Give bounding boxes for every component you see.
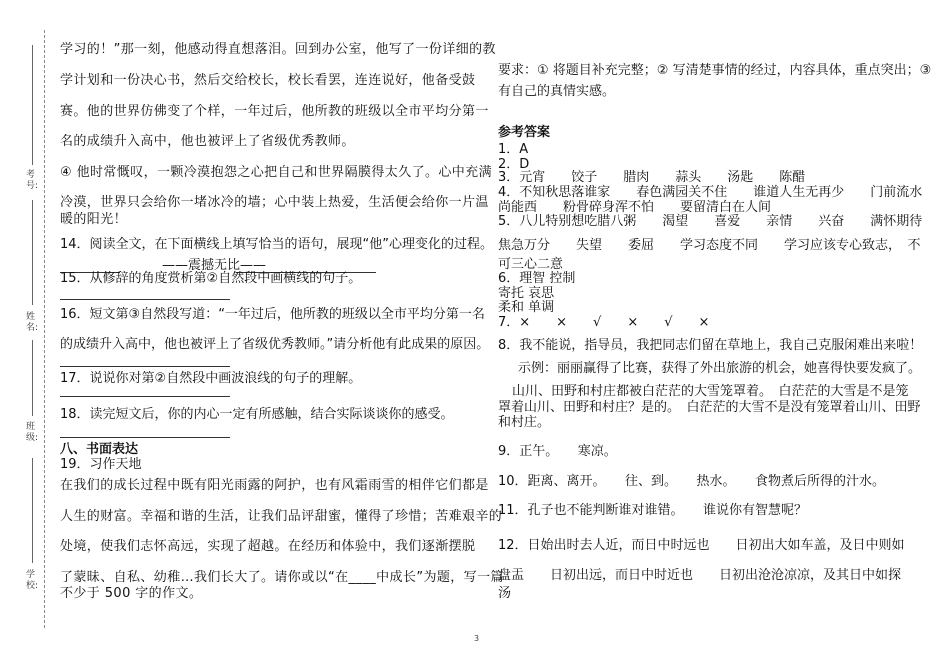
- text-line: 名的成绩升入高中，他也被评上了省级优秀教师。: [60, 134, 355, 149]
- binding-margin: [0, 0, 50, 671]
- question-18: 18．读完短文后，你的内心一定有所感触，结合实际谈谈你的感受。: [60, 407, 454, 422]
- text-line: ④ 他时常慨叹，一颗冷漠抱怨之心把自己和世界隔膜得太久了。心中充满: [60, 165, 492, 180]
- answer-7: 7．× × √ × √ ×: [498, 315, 710, 330]
- exam-no-label: 考号:: [26, 170, 39, 191]
- answer-2: 2．D: [498, 157, 530, 172]
- name-field: [32, 200, 33, 305]
- text-line: 处境，使我们志怀高远，实现了超越。在经历和体验中，我们逐渐摆脱: [60, 539, 476, 554]
- answer-5-cont: 可三心二意: [498, 257, 564, 272]
- question-19: 19．习作天地: [60, 457, 142, 472]
- school-field: [32, 458, 33, 563]
- question-17: 17．说说你对第②自然段中画波浪线的句子的理解。: [60, 371, 362, 386]
- question-14: 14．阅读全文，在下面横线上填写恰当的语句，展现“他”心理变化的过程。: [60, 237, 494, 252]
- answer-1: 1．A: [498, 142, 529, 157]
- text-line: 人生的财富。幸福和谐的生活，让我们品评甜蜜，懂得了珍惜；苦难艰辛的: [60, 509, 503, 524]
- binding-dashed-line: [44, 30, 45, 628]
- text-line: 不少于 500 字的作文。: [60, 586, 203, 601]
- answer-11: 11．孔子也不能判断谁对谁错。 谁说你有智慧呢？: [498, 503, 808, 518]
- requirement-line: 有自己的真情实感。: [498, 84, 616, 99]
- answer-line[interactable]: [60, 437, 230, 438]
- text-line: 在我们的成长过程中既有阳光雨露的阿护，也有风霜雨雪的相伴它们都是: [60, 478, 489, 493]
- text-line: 暖的阳光！: [60, 212, 128, 227]
- question-16: 16．短文第③自然段写道：“一年过后，他所教的班级以全市平均分第一名: [60, 307, 485, 322]
- requirement-line: 要求：① 将题目补充完整；② 写清楚事情的经过，内容具体，重点突出；③: [498, 63, 932, 78]
- page-number: 3: [474, 634, 480, 643]
- answer-4-cont: 尚能西 粉骨碎身浑不怕 要留清白在人间: [498, 200, 772, 215]
- answer-8-sentence: 和村庄。: [498, 415, 551, 430]
- answer-8-sentence: 山川、田野和村庄都被白茫茫的大雪笼罩着。 白茫茫的大雪是不是笼: [512, 384, 909, 399]
- answer-6-cont: 柔和 单调: [498, 300, 555, 315]
- answer-4: 4．不知秋思落谁家 春色满园关不住 谁道人生无再少 门前流水: [498, 185, 923, 200]
- answer-8-sentence: 罩着山川、田野和村庄？是的。 白茫茫的大雪不是没有笼罩着山川、田野: [498, 400, 921, 415]
- exam-no-field: [32, 45, 33, 165]
- answer-5: 5．八儿特别想吃腊八粥 渴望 喜爱 亲情 兴奋 满怀期待: [498, 214, 923, 229]
- question-15: 15．从修辞的角度赏析第②自然段中画横线的句子。: [60, 271, 362, 286]
- text-line: 赛。他的世界仿佛变了个样，一年过后，他所教的班级以全市平均分第一: [60, 104, 489, 119]
- class-label: 班级:: [26, 422, 39, 443]
- answer-line[interactable]: [60, 299, 230, 300]
- answer-3: 3．元宵 饺子 腊肉 蒜头 汤匙 陈醋: [498, 170, 806, 185]
- answer-line[interactable]: [60, 366, 230, 367]
- text-line: 学计划和一份决心书，然后交给校长，校长看罢，连连说好，他备受鼓: [60, 73, 476, 88]
- answer-6: 6．理智 控制: [498, 271, 576, 286]
- answer-8-example: 示例：丽丽赢得了比赛，获得了外出旅游的机会，她喜得快要发疯了。: [518, 361, 922, 376]
- answers-heading: 参考答案: [498, 125, 551, 140]
- class-field: [32, 340, 33, 416]
- answer-9: 9．正午。 寒凉。: [498, 444, 617, 459]
- school-label: 学校:: [26, 570, 39, 591]
- answer-5-cont: 焦急万分 失望 委屈 学习态度不同 学习应该专心致志， 不: [498, 238, 921, 253]
- emotion-chain: ——震撼无比——: [162, 258, 267, 273]
- answer-10: 10．距离、离开。 往、到。 热水。 食物煮后所得的汁水。: [498, 474, 886, 489]
- name-label: 姓名:: [26, 312, 39, 333]
- answer-8: 8．我不能说，指导员，我把同志们留在草地上，我自己克服闲难出来啦！: [498, 338, 923, 353]
- answer-12-cont: 盘盂 日初出远，而日中时近也 日初出沧沧凉凉，及其日中如探: [498, 568, 902, 583]
- answer-6-cont: 寄托 哀思: [498, 286, 555, 301]
- answer-12-cont: 汤: [498, 586, 512, 601]
- question-16-cont: 的成绩升入高中，他也被评上了省级优秀教师。”请分析他有此成果的原因。: [60, 337, 490, 352]
- section-heading: 八、书面表达: [60, 442, 139, 457]
- text-line: 了蒙昧、自私、幼稚…我们长大了。请你或以“在____中成长”为题，写一篇: [60, 570, 504, 585]
- text-line: 冷漠，世界只会给你一堵冰冷的墙；心中装上热爱，生活便会给你一片温: [60, 195, 489, 210]
- answer-line[interactable]: [60, 396, 230, 397]
- text-line: 学习的！”那一刻，他感动得直想落泪。回到办公室，他写了一份详细的教: [60, 42, 496, 57]
- answer-12: 12．日始出时去人近，而日中时远也 日初出大如车盖，及日中则如: [498, 538, 905, 553]
